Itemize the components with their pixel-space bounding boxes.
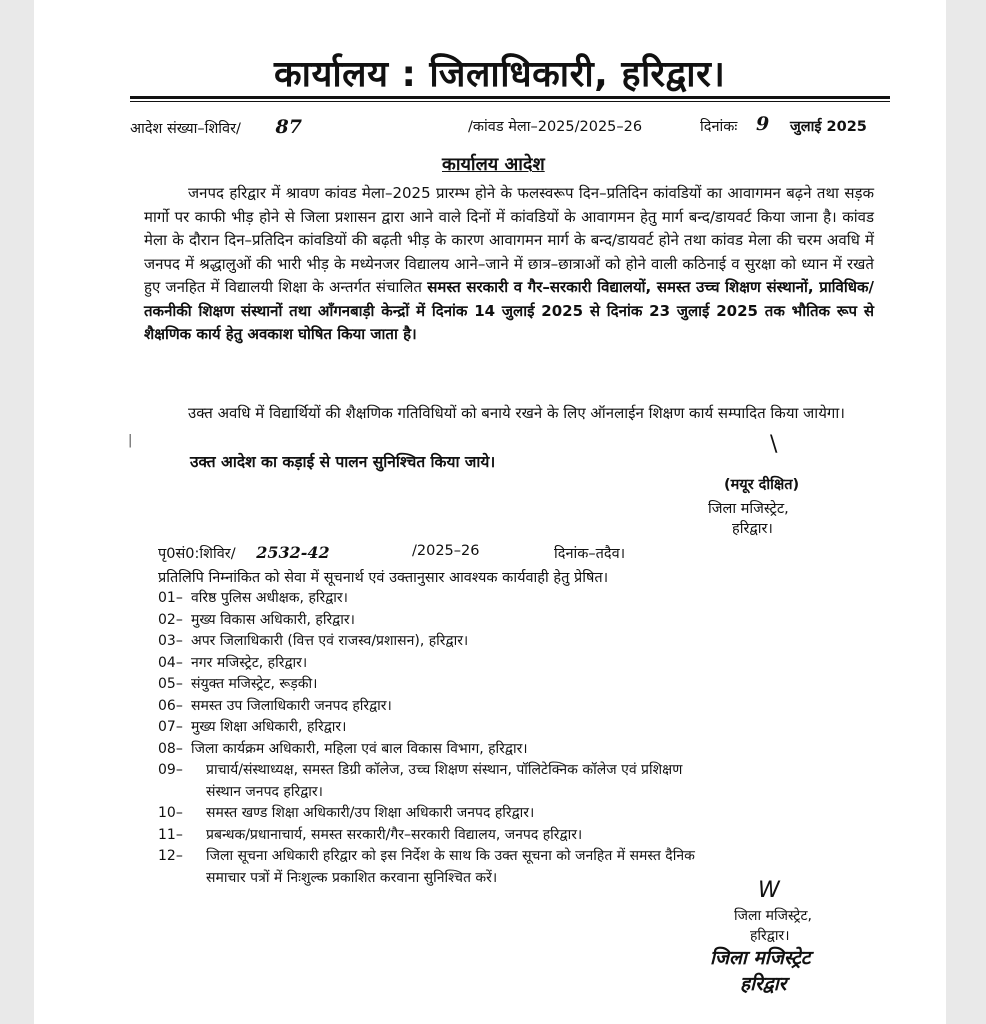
copy-ref-prefix: पृ0सं0:शिविर/ (158, 546, 236, 562)
recipient-text: जिला कार्यक्रम अधिकारी, महिला एवं बाल विकास विभाग, हरिद्वार। (191, 740, 528, 757)
order-paragraph-2: उक्त अवधि में विद्यार्थियों की शैक्षणिक गतिविधियों को बनाये रखने के लिए ऑनलाईन शिक्षण कार्य सम्पादित किया जायेगा। (188, 404, 845, 422)
recipient-number: 06– (158, 697, 183, 714)
recipient-number: 12– (158, 848, 183, 864)
order-number-prefix: आदेश संख्या–शिविर/ (130, 121, 241, 137)
recipient-number: 11– (158, 826, 183, 843)
recipient-item (158, 739, 878, 761)
holiday-declaration: समस्त सरकारी व गैर–सरकारी विद्यालयों, समस्त उच्च शिक्षण संस्थानों, प्राविधिक/तकनीकी शिक्षण संस्थानों तथा आँगनबाड़ी केन्द्रों में दिनांक 14 जुलाई 2025 से दिनांक 23 जुलाई 2025 तक भौतिक रूप से शैक्षणिक कार्य हेतु अवकाश घोषित किया जाता है। (144, 278, 874, 343)
recipient-text-continued: संस्थान जनपद हरिद्वार। (206, 783, 323, 800)
recipient-number: 08– (158, 740, 183, 757)
recipient-text: वरिष्ठ पुलिस अधीक्षक, हरिद्वार। (191, 590, 348, 606)
recipient-item (158, 717, 878, 739)
recipient-item (158, 825, 878, 847)
signature-mark: \ (770, 432, 778, 457)
recipient-list (158, 588, 878, 889)
copy-ref-year: /2025–26 (412, 543, 480, 559)
recipient-item (158, 653, 878, 675)
signatory-designation-2: जिला मजिस्ट्रेट, (734, 908, 812, 924)
recipient-text: समस्त उप जिलाधिकारी जनपद हरिद्वार। (191, 697, 392, 714)
header-rule-thin (130, 101, 890, 102)
recipient-number: 02– (158, 611, 183, 628)
signatory-designation: जिला मजिस्ट्रेट, (708, 501, 789, 517)
recipient-number: 04– (158, 654, 183, 671)
recipient-text: मुख्य शिक्षा अधिकारी, हरिद्वार। (191, 719, 347, 735)
signatory-name: (मयूर दीक्षित) (724, 477, 800, 493)
order-heading: कार्यालय आदेश (442, 154, 545, 175)
recipient-number: 03– (158, 633, 183, 649)
recipient-item (158, 674, 878, 696)
office-title: कार्यालय : जिलाधिकारी, हरिद्वार। (274, 54, 726, 95)
recipient-number: 09– (158, 762, 183, 778)
order-date-label: दिनांकः (700, 119, 738, 135)
recipient-text: अपर जिलाधिकारी (वित्त एवं राजस्व/प्रशासन), हरिद्वार। (191, 633, 469, 649)
recipient-number: 10– (158, 805, 183, 821)
order-subject: /कांवड मेला–2025/2025–26 (468, 119, 643, 135)
edge-mark: | (128, 433, 133, 448)
recipient-item (158, 631, 878, 653)
copy-ref-number-handwritten: 2532-42 (256, 543, 330, 562)
signatory-place-2: हरिद्वार। (750, 928, 790, 944)
recipient-text: नगर मजिस्ट्रेट, हरिद्वार। (191, 654, 308, 671)
recipient-item (158, 696, 878, 718)
signatory-place: हरिद्वार। (732, 521, 773, 537)
copy-intro: प्रतिलिपि निम्नांकित को सेवा में सूचनार्थ एवं उक्तानुसार आवश्यक कार्यवाही हेतु प्रेषित। (158, 570, 609, 586)
recipient-number: 07– (158, 719, 183, 735)
recipient-text: मुख्य विकास अधिकारी, हरिद्वार। (191, 611, 355, 628)
order-month-year: जुलाई 2025 (790, 119, 867, 135)
stamp-place: हरिद्वार (740, 973, 787, 995)
recipient-number: 01– (158, 590, 183, 606)
copy-reference-line (158, 543, 718, 563)
recipient-text: प्रबन्धक/प्रधानाचार्य, समस्त सरकारी/गैर–सरकारी विद्यालय, जनपद हरिद्वार। (206, 826, 583, 843)
order-paragraph-1 (144, 182, 874, 347)
order-day-handwritten: 9 (756, 113, 770, 135)
recipient-text: प्राचार्य/संस्थाध्यक्ष, समस्त डिग्री कॉलेज, उच्च शिक्षण संस्थान, पॉलिटेक्निक कॉलेज एवं प्रशिक्षण (206, 762, 683, 778)
copy-ref-date: दिनांक–तदैव। (554, 546, 626, 562)
order-reference-line (130, 113, 890, 138)
compliance-line: उक्त आदेश का कड़ाई से पालन सुनिश्चित किया जाये। (190, 453, 496, 471)
document-page (34, 0, 946, 1024)
recipient-item (158, 803, 878, 825)
recipient-text-continued: समाचार पत्रों में निःशुल्क प्रकाशित करवाना सुनिश्चित करें। (206, 869, 498, 886)
recipient-item (158, 760, 878, 803)
recipient-text: जिला सूचना अधिकारी हरिद्वार को इस निर्देश के साथ कि उक्त सूचना को जनहित में समस्त दैनिक (206, 848, 695, 864)
stamp-designation: जिला मजिस्ट्रेट (710, 947, 811, 969)
signature-mark-2: W (758, 878, 780, 903)
recipient-text: संयुक्त मजिस्ट्रेट, रूड़की। (191, 676, 318, 692)
recipient-item (158, 610, 878, 632)
recipient-item (158, 588, 878, 610)
recipient-text: समस्त खण्ड शिक्षा अधिकारी/उप शिक्षा अधिकारी जनपद हरिद्वार। (206, 805, 535, 821)
order-number-handwritten: 87 (275, 116, 302, 138)
recipient-number: 05– (158, 676, 183, 692)
order-paragraph-1-text: जनपद हरिद्वार में श्रावण कांवड मेला–2025 प्रारम्भ होने के फलस्वरूप दिन–प्रतिदिन कांवडियों का आवागमन बढ़ने तथा सड़क मार्गो पर काफी भीड़ होने से जिला प्रशासन द्वारा आने वाले दिनों में कांवडियों के आवागमन हेतु मार्ग बन्द/डायवर्ट किया जाना है। कांवड मेला के दौरान दिन–प्रतिदिन कांवडियों की बढ़ती भीड़ के कारण आवागमन मार्ग के बन्द/डायवर्ट होने तथा कांवड मेला की चरम अवधि में जनपद में श्रद्धालुओं की भारी भीड़ के मध्येनजर विद्यालय आने–जाने में छात्र–छात्राओं को होने वाली कठिनाई व सुरक्षा को ध्यान में रखते हुए जनहित में विद्यालयी शिक्षा के अन्तर्गत संचालित (144, 184, 874, 296)
header-rule-thick (130, 96, 890, 99)
